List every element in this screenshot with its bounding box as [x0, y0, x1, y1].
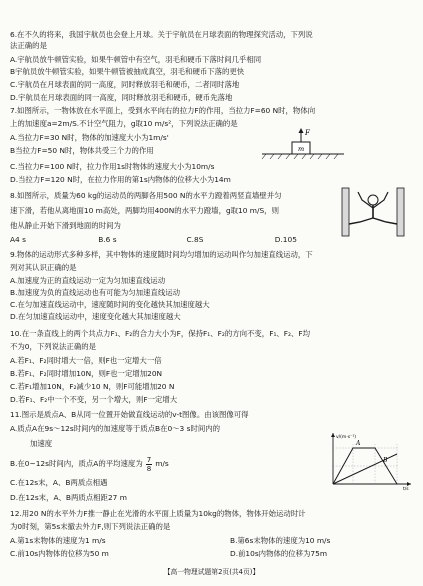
q11-option-b-text: B.在0~12s时间内，质点A的平均速度为	[10, 459, 143, 468]
page-footer: 【高一物理试题第2页(共4页)】	[163, 568, 260, 576]
q7-option-a-suffix: '	[166, 133, 169, 142]
q7-option-b: B当拉力F=50 N时，物体共受三个力的作用	[10, 146, 154, 155]
q7-option-d: D.当拉力F=120 N时，在拉力作用的第1s内物体的位移大小为14m	[10, 175, 231, 184]
q7-option-a	[10, 133, 243, 143]
q7-option-c: C.当拉力F=100 N时，拉力作用1s时物体的速度大小为10m/s	[10, 162, 215, 171]
q11-option-a-line1: A.质点A在9s～12s时间内的加速度等于质点B在0～3 s时间内的	[10, 424, 221, 433]
q12-option-a: A.第1s末物体的速度为1 m/s	[10, 536, 106, 545]
q7-figure-label-m: m	[298, 145, 305, 153]
q6-option-a: A.宇航员放牛顿管实验，如果牛顿管中有空气，羽毛和硬币下落时间几乎相同	[10, 55, 262, 64]
q8-option-b: B.6 s	[98, 235, 117, 244]
q11-option-d: D.在12s末，A、B两质点相距27 m	[10, 493, 127, 502]
q11-option-c: C.在12s末，A、B两质点相遇	[10, 478, 108, 487]
q10-option-c: C.若F₁增加10N，F₂减少10 N，则F可能增加20 N	[10, 382, 175, 391]
q11-vt-graph	[323, 430, 415, 492]
q12-option-c: C.前10s内物体的位移为50 m	[10, 549, 109, 558]
q11-option-a-line2: 加速度	[30, 439, 53, 448]
q12-stem-line2: 为0时刻，第5s末撤去外力F,则下列说法正确的是	[10, 522, 171, 531]
q11-option-b-fraction	[146, 456, 152, 473]
q8-option-a: A4 s	[10, 235, 26, 244]
q8-options	[10, 235, 363, 245]
q10-stem-line2: 不为0，下列说法正确的是	[10, 342, 97, 351]
q9-stem-line2: 列对其认识正确的是	[10, 263, 77, 272]
q9-option-b: B.加速度为负的直线运动也有可能为匀加速直线运动	[10, 288, 181, 297]
q10-option-b: B.若F₁、F₂同时增加10N，则F也一定增加20N	[10, 369, 163, 378]
q11-fraction-denominator: 8	[146, 464, 152, 473]
q7-stem-line1: 7.如图所示，一物体放在水平面上，受到水平向右的拉力F的作用，当拉力F=60 N时，物体向	[10, 106, 316, 115]
q7-stem-line2: 上的加速度a=2m/S.不计空气阻力，g取10 m/s²，下列说法正确的是	[10, 119, 238, 128]
q8-stem-line2: 速下滑，若他从离地面10 m高处，两脚均用400N的水平力蹬墙，g取10 m/S，则	[10, 206, 279, 215]
q9-option-c: C.在匀加速直线运动中，速度随时间的变化越快其加速度越大	[10, 300, 210, 309]
q11-fraction-numerator: 7	[146, 455, 152, 464]
q8-stem-line3: 他从静止开始下滑到地面的时间为	[10, 221, 121, 230]
q11-axis-t-label: t/s	[403, 487, 409, 492]
q10-option-a: A.若F₁、F₂同时增大一倍，则F也一定增大一倍	[10, 356, 162, 365]
q6-option-c: C.宇航员在月球表面的同一高度，同时释放羽毛和硬币，二者同时落地	[10, 80, 240, 89]
q10-option-d: D.若F₁、F₂中一个不变，另一个增大，则F一定增大	[10, 395, 178, 404]
q11-curve-b-label: B	[383, 457, 388, 464]
q7-option-a-text: A.当拉力F=30 N时，物体的加速度大小为1m/s	[10, 133, 167, 142]
q8-stem-line1: 8.如图所示，质量为60 kg的运动员的两脚各用500 N的水平力蹬着两竖直墙壁并匀	[10, 191, 282, 200]
q9-option-a: A.加速度为正的直线运动一定为匀加速直线运动	[10, 276, 166, 285]
q6-option-b: B宇航员放牛顿管实验，如果牛顿管被抽成真空，羽毛和硬币下落的更快	[10, 67, 245, 76]
q7-figure	[258, 128, 348, 162]
q12-option-d: D.前10s内物体的位移为75m	[230, 549, 328, 558]
q9-stem-line1: 9.物体的运动形式多种多样，其中物体的速度随时间均匀增加的运动叫作匀加速直线运动，下	[10, 250, 313, 259]
q12-option-b: B.第6s末物体的速度为10 m/s	[230, 536, 331, 545]
q6-option-d: D.宇航员在月球表面的同一高度，同时释放羽毛和硬币，硬币先落地	[10, 93, 233, 102]
q6-stem-line1: 6.在不久的将来，我国宇航员也会登上月球。关于宇航员在月球表面的物理探究活动，下列说	[10, 30, 313, 39]
q11-option-b	[10, 454, 323, 474]
q8-option-c: C.8S	[186, 235, 204, 244]
q8-figure	[340, 186, 406, 238]
q7-figure-label-f: F	[305, 129, 310, 137]
q11-stem: 11.图示是质点A、B从同一位置开始做直线运动的v-t图像。由该图像可得	[10, 410, 249, 419]
q11-axis-v-label: v/(m·s⁻¹)	[336, 435, 357, 440]
q9-option-d: D.在匀加速直线运动中，速度变化越大其加速度越大	[10, 312, 181, 321]
q8-option-d: D.105	[274, 235, 297, 244]
q10-stem-line1: 10.在一条直线上的两个共点力F₁、F₂的合力大小为F，保持F₁、F₂的方向不变，F₁、F₂、F均	[10, 329, 311, 338]
q6-stem-line2: 法正确的是	[10, 41, 47, 50]
q11-curve-a-label: A	[356, 440, 361, 447]
q11-option-b-unit: m/s	[155, 459, 169, 468]
q12-stem-line1: 12.用20 N的水平外力F推一静止在光滑的水平面上质量为10kg的物体，物体开始运动时计	[10, 509, 306, 518]
